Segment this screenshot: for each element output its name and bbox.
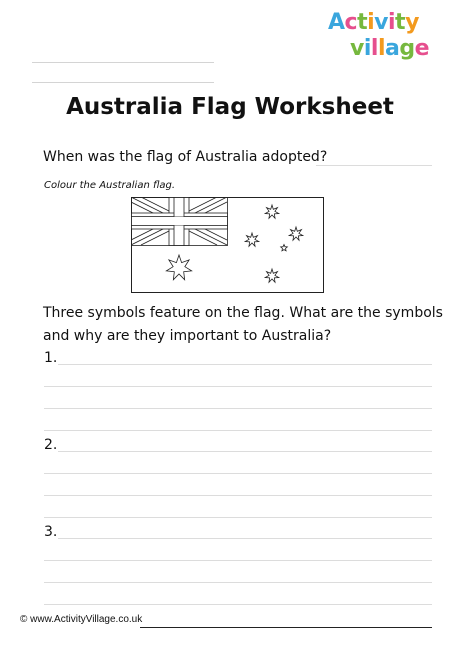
answer-number-1: 1. [44,350,58,366]
page-title: Australia Flag Worksheet [66,94,394,120]
question-2-line-1: Three symbols feature on the flag. What are the symbols [43,305,443,321]
answer-line [44,473,432,474]
answer-line [44,430,432,431]
australia-flag-outline [131,197,324,297]
name-line [32,62,214,63]
answer-number-2: 2. [44,437,58,453]
footer-copyright [20,614,142,625]
question-1: When was the flag of Australia adopted? [43,149,328,165]
activity-village-logo [328,8,440,72]
answer-line [44,560,432,561]
answer-line [58,364,432,365]
footer-rule [140,627,432,628]
answer-line [44,408,432,409]
answer-line [58,538,432,539]
answer-line [316,165,432,166]
footer-url: www.ActivityVillage.co.uk [30,614,143,625]
answer-number-3: 3. [44,524,58,540]
logo-word-village: village [350,36,430,61]
answer-line [44,495,432,496]
answer-line [44,582,432,583]
answer-line [44,604,432,605]
answer-line [44,386,432,387]
logo-word-activity: Activity [328,10,419,35]
date-line [32,82,214,83]
flag-caption: Colour the Australian flag. [44,180,176,191]
question-2-line-2: and why are they important to Australia? [43,328,332,344]
answer-line [58,451,432,452]
answer-line [44,517,432,518]
copyright-symbol: © [20,614,28,625]
